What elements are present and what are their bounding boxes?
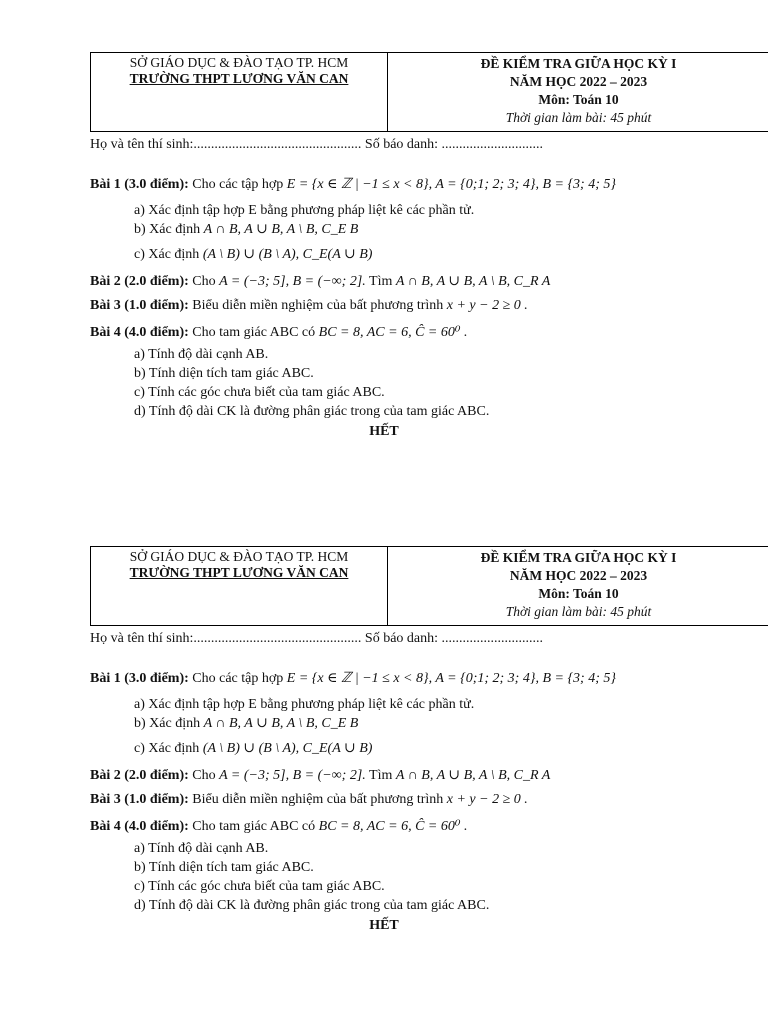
header-right-cell <box>388 53 768 131</box>
department-name: SỞ GIÁO DỤC & ĐÀO TẠO TP. HCM <box>129 55 349 70</box>
problem-1 <box>90 670 616 688</box>
exam-header <box>90 546 768 626</box>
problem-2-math-2: A ∩ B, A ∪ B, A \ B, C_R A <box>395 768 551 783</box>
problem-2-label: Bài 2 (2.0 điểm): <box>90 274 189 289</box>
problem-4-text: Cho tam giác ABC có <box>188 325 319 340</box>
problem-4-label: Bài 4 (4.0 điểm): <box>90 819 189 834</box>
problem-4-b: b) Tính diện tích tam giác ABC. <box>134 860 314 875</box>
problem-2-text-2: Tìm <box>365 768 396 783</box>
problem-4-math: BC = 8, AC = 6, Ĉ = 60⁰ . <box>318 325 468 340</box>
problem-1-math: E = {x ∈ ℤ | −1 ≤ x < 8}, A = {0;1; 2; 3; 4}, B = {3; 4; 5} <box>286 177 616 192</box>
problem-1-label: Bài 1 (3.0 điểm): <box>90 671 189 686</box>
header-left-cell <box>91 53 388 131</box>
problem-4 <box>90 324 467 342</box>
problem-3-label: Bài 3 (1.0 điểm): <box>90 298 189 313</box>
exam-title: ĐỀ KIỂM TRA GIỮA HỌC KỲ I <box>480 550 677 565</box>
problem-4-a: a) Tính độ dài cạnh AB. <box>134 347 269 362</box>
problem-3 <box>90 791 528 809</box>
problem-1-c-text: c) Xác định <box>134 741 203 756</box>
problem-2 <box>90 767 550 785</box>
exam-header <box>90 52 768 132</box>
problem-1-b-math: A ∩ B, A ∪ B, A \ B, C_E B <box>203 222 359 237</box>
department-name: SỞ GIÁO DỤC & ĐÀO TẠO TP. HCM <box>129 549 349 564</box>
school-name: TRƯỜNG THPT LƯƠNG VĂN CAN <box>129 565 349 580</box>
problem-4 <box>90 818 467 836</box>
problem-2-text: Cho <box>188 768 220 783</box>
time-limit: Thời gian làm bài: 45 phút <box>505 604 652 619</box>
problem-1-c-math: (A \ B) ∪ (B \ A), C_E(A ∪ B) <box>202 741 373 756</box>
problem-3-text: Biểu diễn miền nghiệm của bất phương trình <box>188 792 447 807</box>
problem-1-c <box>134 246 372 264</box>
time-limit: Thời gian làm bài: 45 phút <box>505 110 652 125</box>
problem-4-b: b) Tính diện tích tam giác ABC. <box>134 366 314 381</box>
exam-copy-1 <box>0 52 768 452</box>
problem-2-label: Bài 2 (2.0 điểm): <box>90 768 189 783</box>
problem-1-c <box>134 740 372 758</box>
problem-3 <box>90 297 528 315</box>
problem-1-text: Cho các tập hợp <box>188 177 287 192</box>
problem-1-a: a) Xác định tập hợp E bằng phương pháp liệt kê các phần tử. <box>134 203 475 218</box>
header-right-cell <box>388 547 768 625</box>
problem-4-label: Bài 4 (4.0 điểm): <box>90 325 189 340</box>
problem-4-d: d) Tính độ dài CK là đường phân giác trong của tam giác ABC. <box>134 404 490 419</box>
problem-4-c: c) Tính các góc chưa biết của tam giác ABC. <box>134 385 385 400</box>
problem-4-a: a) Tính độ dài cạnh AB. <box>134 841 269 856</box>
problem-1-a: a) Xác định tập hợp E bằng phương pháp liệt kê các phần tử. <box>134 697 475 712</box>
school-name: TRƯỜNG THPT LƯƠNG VĂN CAN <box>129 71 349 86</box>
exam-title: ĐỀ KIỂM TRA GIỮA HỌC KỲ I <box>480 56 677 71</box>
problem-4-text: Cho tam giác ABC có <box>188 819 319 834</box>
subject: Môn: Toán 10 <box>538 586 619 601</box>
school-year: NĂM HỌC 2022 – 2023 <box>509 568 648 583</box>
student-info-line: Họ và tên thí sinh:................................................ Số báo danh: ............................. <box>90 631 544 646</box>
problem-4-math: BC = 8, AC = 6, Ĉ = 60⁰ . <box>318 819 468 834</box>
end-mark: HẾT <box>369 424 399 439</box>
problem-3-math: x + y − 2 ≥ 0 . <box>446 298 528 313</box>
problem-1 <box>90 176 616 194</box>
problem-2-math-2: A ∩ B, A ∪ B, A \ B, C_R A <box>395 274 551 289</box>
problem-1-c-math: (A \ B) ∪ (B \ A), C_E(A ∪ B) <box>202 247 373 262</box>
problem-4-c: c) Tính các góc chưa biết của tam giác ABC. <box>134 879 385 894</box>
problem-3-math: x + y − 2 ≥ 0 . <box>446 792 528 807</box>
problem-1-label: Bài 1 (3.0 điểm): <box>90 177 189 192</box>
problem-1-b <box>134 221 358 239</box>
problem-1-text: Cho các tập hợp <box>188 671 287 686</box>
problem-2-text: Cho <box>188 274 220 289</box>
problem-2 <box>90 273 550 291</box>
problem-2-math-1: A = (−3; 5], B = (−∞; 2]. <box>219 274 366 289</box>
problem-3-text: Biểu diễn miền nghiệm của bất phương trình <box>188 298 447 313</box>
problem-3-label: Bài 3 (1.0 điểm): <box>90 792 189 807</box>
problem-1-b-text: b) Xác định <box>134 222 204 237</box>
header-left-cell <box>91 547 388 625</box>
student-info-line: Họ và tên thí sinh:................................................ Số báo danh: ............................. <box>90 137 544 152</box>
exam-copy-2 <box>0 546 768 946</box>
problem-1-b-math: A ∩ B, A ∪ B, A \ B, C_E B <box>203 716 359 731</box>
school-year: NĂM HỌC 2022 – 2023 <box>509 74 648 89</box>
problem-4-d: d) Tính độ dài CK là đường phân giác trong của tam giác ABC. <box>134 898 490 913</box>
problem-1-c-text: c) Xác định <box>134 247 203 262</box>
problem-2-text-2: Tìm <box>365 274 396 289</box>
subject: Môn: Toán 10 <box>538 92 619 107</box>
problem-2-math-1: A = (−3; 5], B = (−∞; 2]. <box>219 768 366 783</box>
problem-1-b <box>134 715 358 733</box>
problem-1-math: E = {x ∈ ℤ | −1 ≤ x < 8}, A = {0;1; 2; 3; 4}, B = {3; 4; 5} <box>286 671 616 686</box>
problem-1-b-text: b) Xác định <box>134 716 204 731</box>
end-mark: HẾT <box>369 918 399 933</box>
